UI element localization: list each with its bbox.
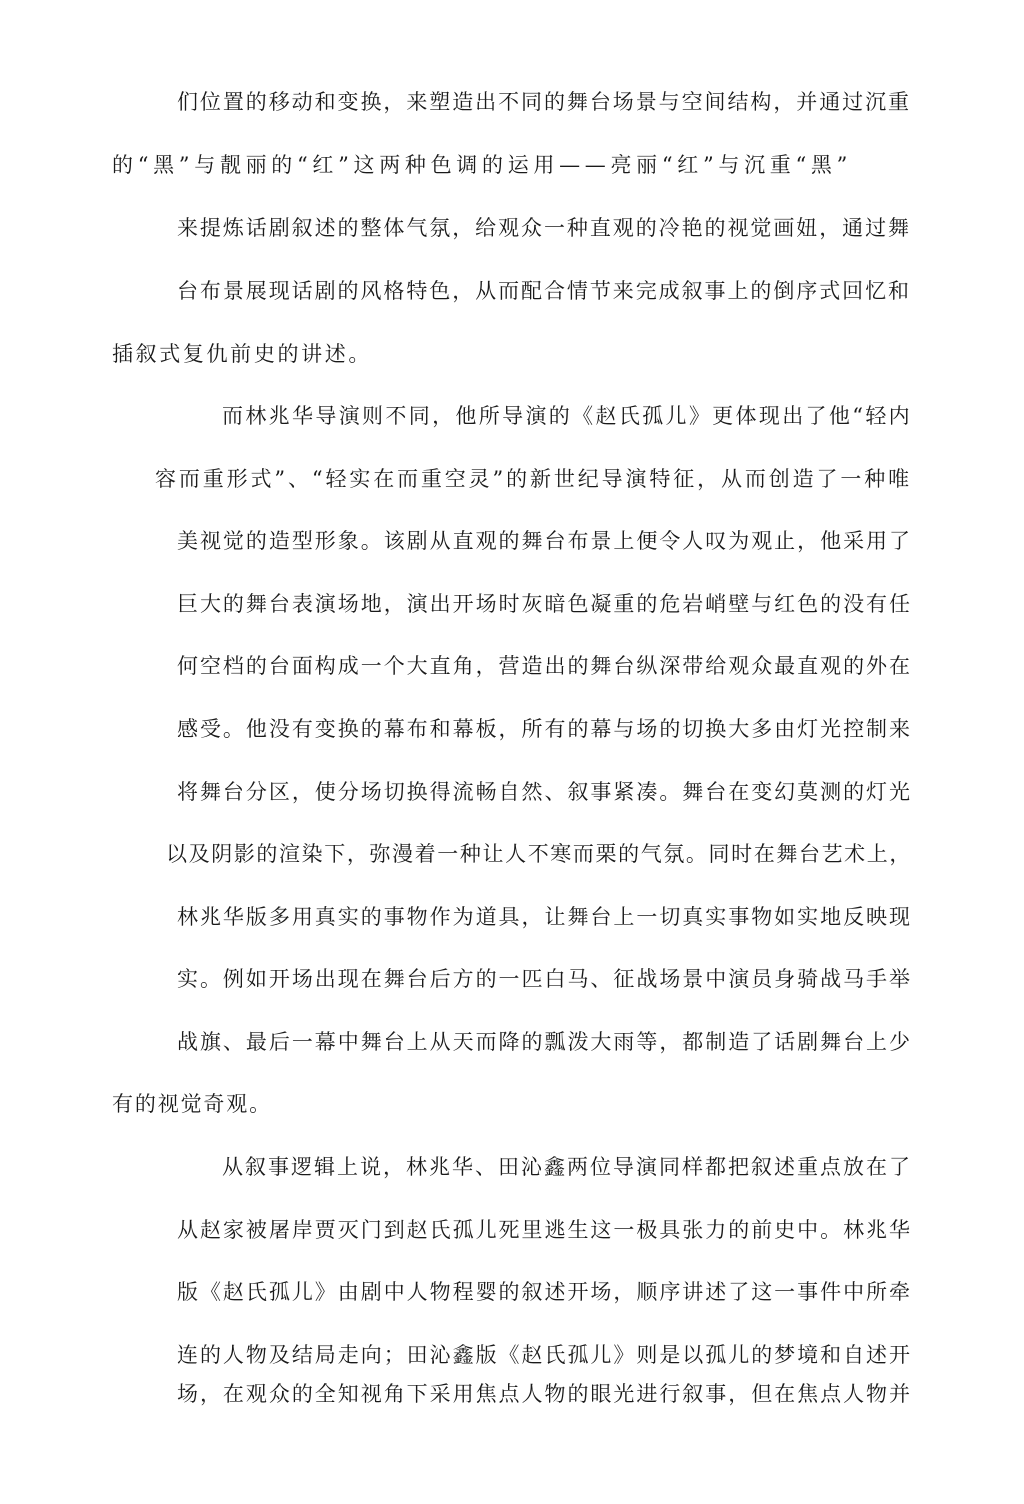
text-line: 将舞台分区，使分场切换得流畅自然、叙事紧凑。舞台在变幻莫测的灯光 [177, 780, 912, 804]
text-line: 有的视觉奇观。 [112, 1092, 272, 1116]
text-line: 感受。他没有变换的幕布和幕板，所有的幕与场的切换大多由灯光控制来 [177, 717, 912, 741]
text-line: 林兆华版多用真实的事物作为道具，让舞台上一切真实事物如实地反映现 [177, 905, 912, 929]
text-line: 版《赵氏孤儿》由剧中人物程婴的叙述开场，顺序讲述了这一事件中所牵 [177, 1280, 912, 1304]
text-line: 何空档的台面构成一个大直角，营造出的舞台纵深带给观众最直观的外在 [177, 654, 912, 678]
text-line: 从赵家被屠岸贾灭门到赵氏孤儿死里逃生这一极具张力的前史中。林兆华 [177, 1218, 912, 1242]
text-line: 连的人物及结局走向；田沁鑫版《赵氏孤儿》则是以孤儿的梦境和自述开 [177, 1343, 912, 1367]
text-line: 台布景展现话剧的风格特色，从而配合情节来完成叙事上的倒序式回忆和 [177, 279, 911, 303]
text-line: 美视觉的造型形象。该剧从直观的舞台布景上便令人叹为观止，他采用了 [177, 529, 912, 553]
text-line: 插叙式复仇前史的讲述。 [112, 342, 372, 366]
text-line: 来提炼话剧叙述的整体气氛，给观众一种直观的冷艳的视觉画妞，通过舞 [177, 216, 911, 240]
text-line: 们位置的移动和变换，来塑造出不同的舞台场景与空间结构，并通过沉重 [177, 90, 911, 114]
text-line: 从叙事逻辑上说，林兆华、田沁鑫两位导演同样都把叙述重点放在了 [222, 1155, 912, 1179]
text-line: 以及阴影的渲染下，弥漫着一种让人不寒而栗的气氛。同时在舞台艺术上， [166, 842, 912, 866]
text-line: 而林兆华导演则不同，他所导演的《赵氏孤儿》更体现出了他“轻内 [222, 404, 912, 428]
text-line: 场，在观众的全知视角下采用焦点人物的眼光进行叙事，但在焦点人物并 [177, 1382, 912, 1406]
text-line: 容而重形式”、“轻实在而重空灵”的新世纪导演特征，从而创造了一种唯 [155, 467, 912, 491]
text-line: 巨大的舞台表演场地，演出开场时灰暗色凝重的危岩峭壁与红色的没有任 [177, 592, 912, 616]
text-line: 实。例如开场出现在舞台后方的一匹白马、征战场景中演员身骑战马手举 [177, 967, 912, 991]
text-line: 的“黑”与靓丽的“红”这两种色调的运用——亮丽“红”与沉重“黑” [112, 153, 852, 177]
text-line: 战旗、最后一幕中舞台上从天而降的瓢泼大雨等，都制造了话剧舞台上少 [177, 1030, 912, 1054]
